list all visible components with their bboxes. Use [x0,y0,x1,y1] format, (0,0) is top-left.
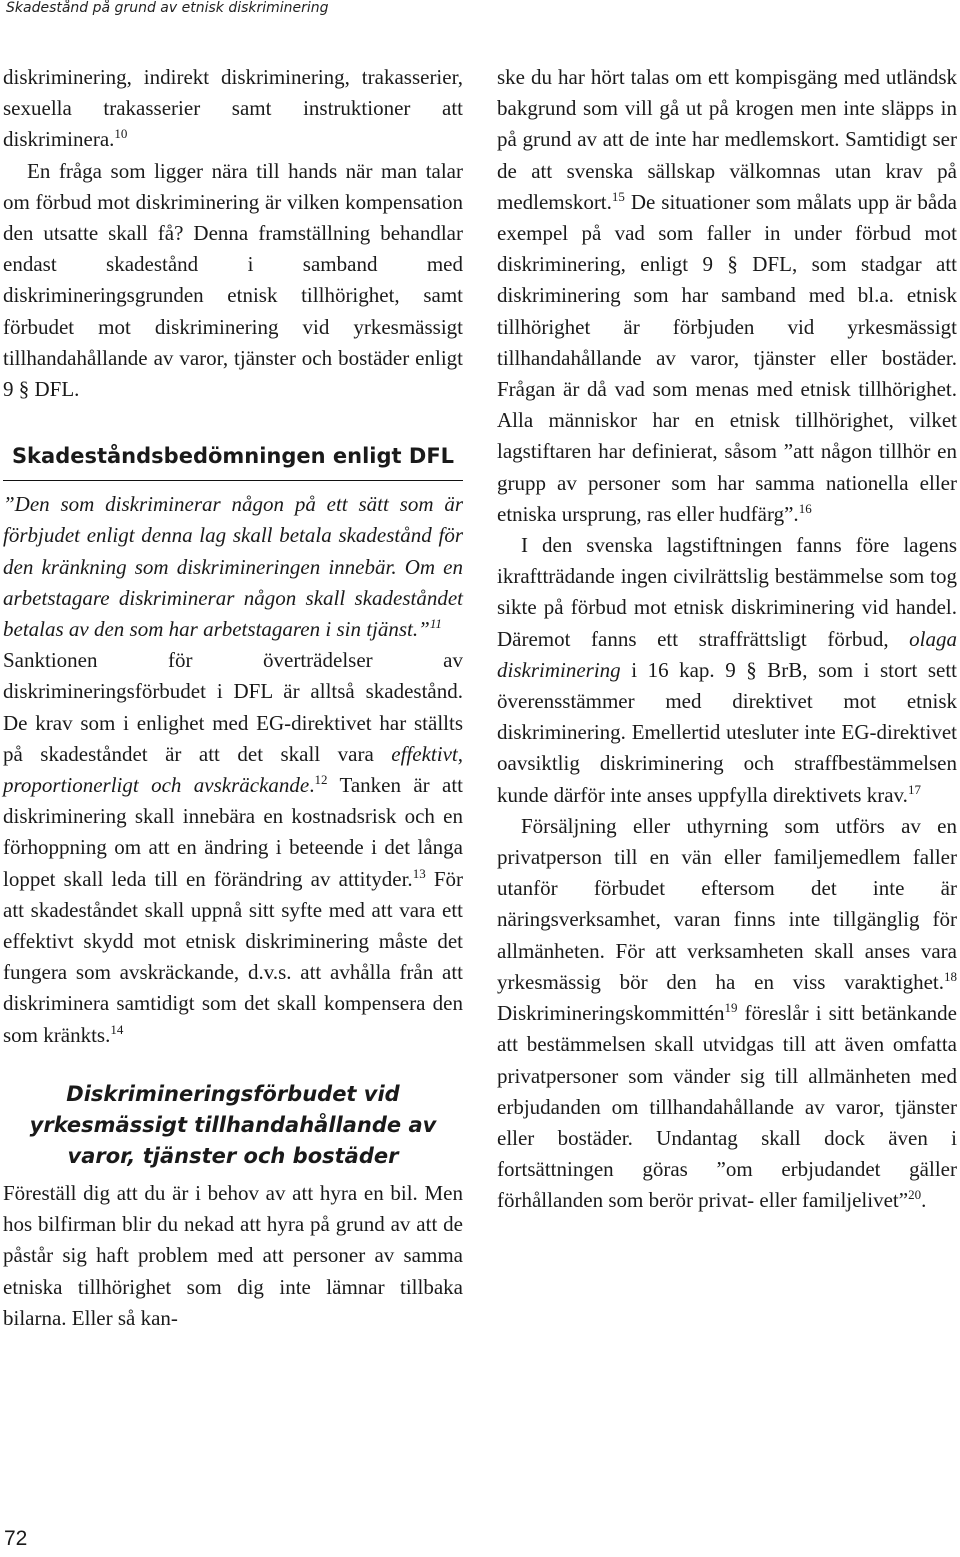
footnote-ref[interactable]: 14 [110,1021,124,1037]
page-number: 72 [4,1527,28,1550]
block-quote: ”Den som diskriminerar någon på ett sätt som är förbjudet enligt denna lag skall betala skadestånd för den kränkning som diskrimineringen innebär. Om en arbetstagare diskriminerar någon skall skadeståndet betalas av den som har arbetstagaren i sin tjänst.”$^{11}$ [3,492,463,642]
footnote-ref[interactable]: 19 [724,1000,738,1016]
footnote-ref[interactable]: 20 [908,1187,922,1203]
section-heading: Skadeståndsbedömningen enligt DFL [3,441,463,481]
right-column [497,62,957,1217]
footnote-ref[interactable]: 10 [114,126,128,142]
paragraph: diskriminering, indirekt diskriminering, trakasserier, sexuella trakasserier samt instruktioner att diskriminera.$^{10}$ [3,65,463,152]
footnote-ref[interactable]: 13 [412,865,426,881]
footnote-ref[interactable]: 11 [429,616,442,632]
paragraph: En fråga som ligger nära till hands när man talar om förbud mot diskriminering är vilken kompensation den utsatte skall få? Denna framställning behandlar endast skadestånd i samband med diskrimineringsgrunden etnisk tillhörighet, samt förbudet mot diskriminering vid yrkesmässigt tillhandahållande av varor, tjänster och bostäder enligt 9 § DFL. [3,158,463,402]
running-header: Skadestånd på grund av etnisk diskriminering [6,0,329,16]
footnote-ref[interactable]: 17 [907,781,921,797]
paragraph: ske du har hört talas om ett kompisgäng med utländsk bakgrund som vill gå ut på krogen men inte släpps in på grund av att de inte har medlemskort. Samtidigt ser de att svenska sällskap välkomnas utan krav på medlemskort.$^{15}$ De situationer som målats upp är båda exempel på vad som faller in under förbud mot diskriminering, enligt 9 § DFL, som stadgar att diskriminering som har samband med bl.a. etnisk tillhörighet är förbjuden vid yrkesmässigt tillhandahållande av varor, tjänster eller bostäder. Frågan är då vad som menas med etnisk tillhörighet. Alla människor har en etnisk tillhörighet, vilket lagstiftaren har definierat, såsom ”att någon tillhör en grupp av personer som har samma nationella eller etniska ursprung, ras eller hudfärg”.$^{16}$ [497,65,957,526]
paragraph: I den svenska lagstiftningen fanns före lagens ikraftträdande ingen civilrättslig bestämmelse som tog sikte på förbud mot etnisk diskriminering vid handel. Däremot fanns ett straffrättsligt förbud, olaga diskriminering i 16 kap. 9 § BrB, som i stort sett överensstämmer med direktivet mot etnisk diskriminering. Emellertid utesluter inte EG-direktivet oavsiktlig diskriminering och straffbestämmelsen kunde därför inte anses uppfylla direktivets krav.$^{17}$ [497,533,957,807]
paragraph: Försäljning eller uthyrning som utförs av en privatperson till en vän eller familjemedlem faller utanför förbudet eftersom det inte är näringsverksamhet, varan finns inte tillgänglig för allmänheten. För att verksamheten skall anses vara yrkesmässig bör den ha en viss varaktighet.$^{18}$ Diskrimineringskommittén$^{19}$ föreslår i sitt betänkande att bestämmelsen skall utvidgas till att även omfatta privatpersoner som vänder sig till allmänheten med erbjudanden om tillhandahållande av varor, tjänster eller bostäder. Undantag skall dock även i fortsättningen göras ”om erbjudandet gäller förhållanden som berör privat- eller familjelivet”$^{20}$. [497,813,957,1213]
footnote-ref[interactable]: 18 [944,968,957,984]
footnote-ref[interactable]: 15 [611,188,625,204]
left-column [3,62,463,1334]
section-heading: Diskrimineringsförbudet vid yrkesmässigt tillhandahållande av varor, tjänster och bostäder [29,1081,437,1168]
footnote-ref[interactable]: 16 [798,500,812,516]
paragraph: Sanktionen för överträdelser av diskrimineringsförbudet i DFL är alltså skadestånd. De krav som i enlighet med EG-direktivet har ställts på skadeståndet är att det skall vara effektivt, proportionerligt och avskräckande.$^{12}$ Tanken är att diskriminering skall innebära en kostnadsrisk och en förhoppning om att en ändring i beteende i det långa loppet skall leda till en förändring av attityder.$^{13}$ För att skadeståndet skall uppnå sitt syfte med att vara ett effektivt skydd mot etnisk diskriminering måste det fungera som avskräckande, d.v.s. att avhålla från att diskriminera samtidigt som det skall kompensera den som kränkts.$^{14}$ [3,648,463,1047]
footnote-ref[interactable]: 12 [314,772,328,788]
paragraph: Föreställ dig att du är i behov av att hyra en bil. Men hos bilfirman blir du nekad att hyra på grund av att de påstår sig haft problem med att personer av samma etniska tillhörighet som dig inte lämnar tillbaka bilarna. Eller så kan- [3,1180,463,1330]
